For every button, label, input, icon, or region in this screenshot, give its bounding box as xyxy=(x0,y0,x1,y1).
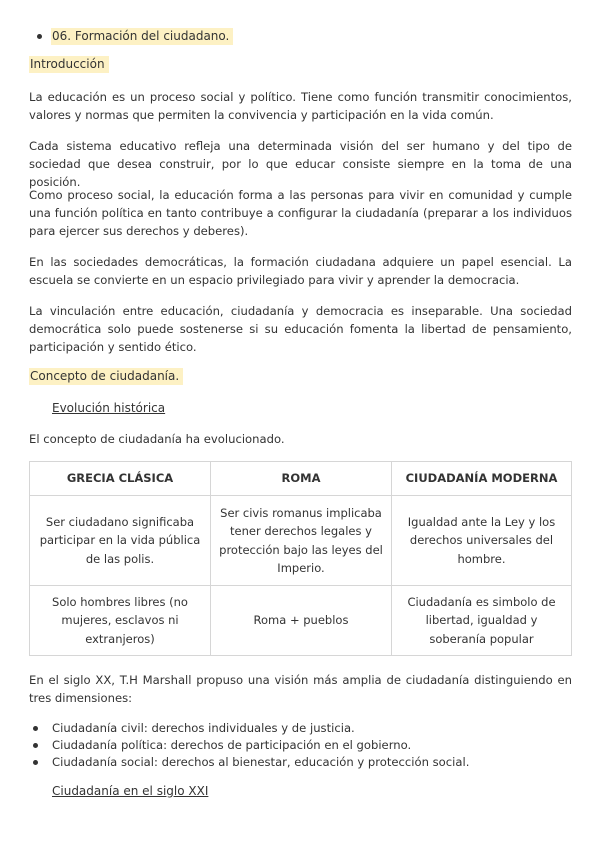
paragraph-5: La vinculación entre educación, ciudadanía y democracia es inseparable. Una sociedad democrática solo puede sostenerse si su educación fomenta la libertad de pensamiento, participación y sentido ético. xyxy=(29,304,572,354)
table-row xyxy=(30,496,572,586)
table-cell: Igualdad ante la Ley y los derechos universales del hombre. xyxy=(392,496,572,586)
table-cell: Ser civis romanus implicaba tener derechos legales y protección bajo las leyes del Imperio. xyxy=(211,496,392,586)
dimensions-list xyxy=(29,720,469,771)
paragraph-1: La educación es un proceso social y político. Tiene como función transmitir conocimientos, valores y normas que permiten la convivencia y participación en la vida común. xyxy=(29,90,572,122)
table-header: ROMA xyxy=(211,462,392,496)
concept-heading xyxy=(29,369,183,383)
table-cell: Roma + pueblos xyxy=(211,586,392,656)
list-item: Ciudadanía social: derechos al bienestar, educación y protección social. xyxy=(29,754,469,771)
citizenship-table xyxy=(29,461,572,656)
marshall-paragraph: En el siglo XX, T.H Marshall propuso una visión más amplia de ciudadanía distinguiendo en tres dimensiones: xyxy=(29,673,572,705)
table-header-row xyxy=(30,462,572,496)
list-item: Ciudadanía política: derechos de participación en el gobierno. xyxy=(29,737,469,754)
table-header: GRECIA CLÁSICA xyxy=(30,462,211,496)
concept-heading-text: Concepto de ciudadanía. xyxy=(29,368,183,385)
evolution-subheading: Evolución histórica xyxy=(52,401,166,415)
paragraph-3: Como proceso social, la educación forma a las personas para vivir en comunidad y cumple una función política en tanto contribuye a configurar la ciudadanía (preparar a los individuos para ejercer sus derechos y deberes). xyxy=(29,188,572,238)
sxxi-subheading: Ciudadanía en el siglo XXI xyxy=(52,784,209,798)
intro-heading xyxy=(29,57,109,71)
bullet-icon xyxy=(37,34,42,39)
table-row xyxy=(30,586,572,656)
section-item-label: 06. Formación del ciudadano. xyxy=(51,28,233,45)
table-cell: Ser ciudadano significaba participar en la vida pública de las polis. xyxy=(30,496,211,586)
table-header: CIUDADANÍA MODERNA xyxy=(392,462,572,496)
evolution-intro: El concepto de ciudadanía ha evolucionado. xyxy=(29,432,285,446)
table-cell: Ciudadanía es simbolo de libertad, igualdad y soberanía popular xyxy=(392,586,572,656)
paragraph-2: Cada sistema educativo refleja una determinada visión del ser humano y del tipo de sociedad que desea construir, por lo que educar consiste siempre en la toma de una posición. xyxy=(29,139,572,189)
paragraph-4: En las sociedades democráticas, la formación ciudadana adquiere un papel esencial. La escuela se convierte en un espacio privilegiado para vivir y aprender la democracia. xyxy=(29,255,572,287)
intro-heading-text: Introducción xyxy=(29,56,109,73)
table-cell: Solo hombres libres (no mujeres, esclavos ni extranjeros) xyxy=(30,586,211,656)
section-item xyxy=(37,29,233,43)
list-item: Ciudadanía civil: derechos individuales y de justicia. xyxy=(29,720,469,737)
